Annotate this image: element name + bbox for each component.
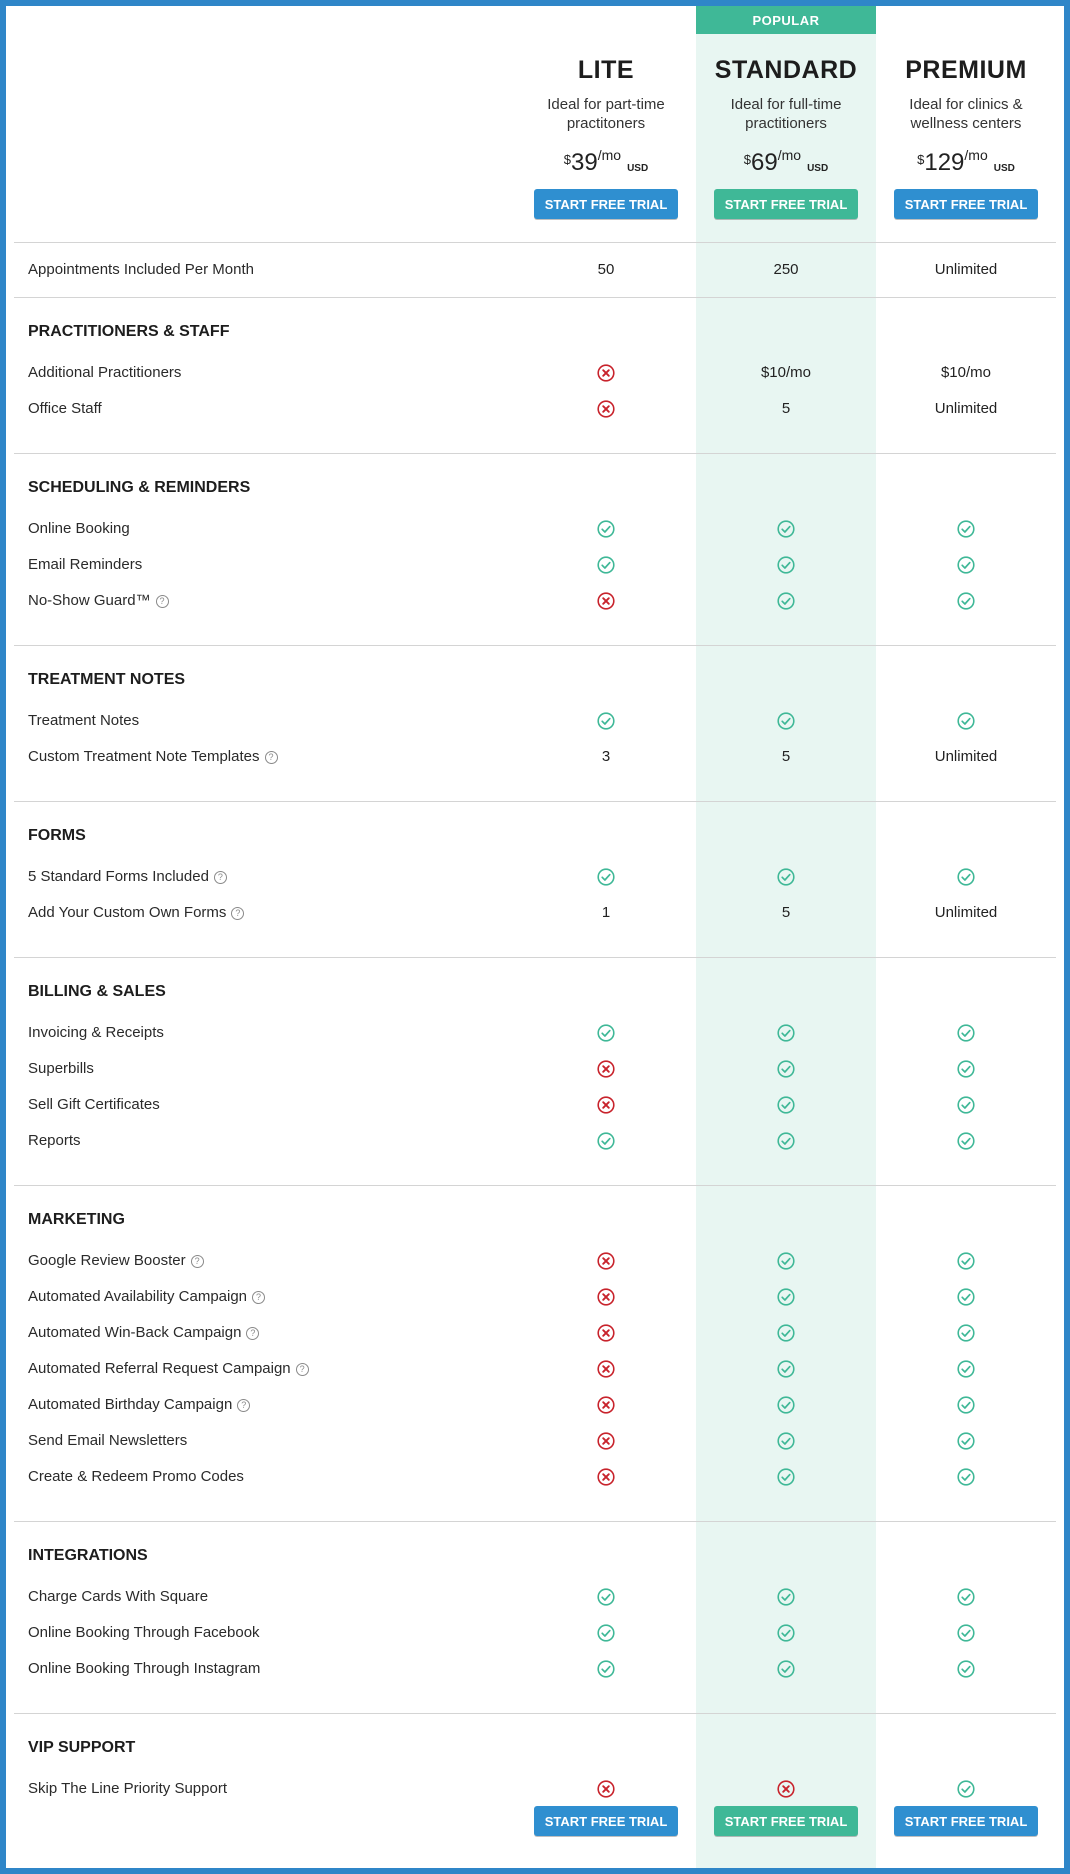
feature-label-text: Office Staff — [28, 400, 102, 417]
feature-value — [516, 1396, 696, 1418]
plan-standard — [696, 56, 876, 219]
cross-icon — [597, 364, 615, 382]
feature-value — [516, 1096, 696, 1118]
feature-label — [28, 712, 139, 729]
cross-icon — [597, 1432, 615, 1450]
help-icon[interactable]: ? — [296, 1363, 309, 1376]
check-icon — [777, 1132, 795, 1150]
check-icon — [597, 1024, 615, 1042]
feature-value — [696, 1468, 876, 1490]
feature-value — [876, 1468, 1056, 1490]
feature-value — [876, 1096, 1056, 1118]
check-icon — [957, 1780, 975, 1798]
cross-icon — [597, 1288, 615, 1306]
feature-value — [696, 868, 876, 890]
check-icon — [957, 1324, 975, 1342]
feature-value — [516, 556, 696, 578]
feature-value — [876, 1288, 1056, 1310]
check-icon — [957, 1360, 975, 1378]
cross-icon — [597, 1468, 615, 1486]
check-icon — [957, 520, 975, 538]
feature-value — [516, 1252, 696, 1274]
feature-value — [696, 1624, 876, 1646]
feature-value — [696, 1396, 876, 1418]
check-icon — [957, 1096, 975, 1114]
feature-label-text: Online Booking — [28, 520, 130, 537]
feature-label — [28, 1096, 160, 1113]
feature-label — [28, 1396, 250, 1413]
start-free-trial-button-premium[interactable]: START FREE TRIAL — [894, 189, 1038, 219]
check-icon — [597, 1132, 615, 1150]
feature-label — [28, 1624, 260, 1641]
feature-value — [876, 556, 1056, 578]
feature-label — [28, 904, 244, 921]
feature-value: Unlimited — [934, 904, 998, 921]
feature-label-text: Additional Practitioners — [28, 364, 182, 381]
feature-value: 250 — [773, 261, 799, 278]
feature-value — [516, 1060, 696, 1082]
check-icon — [777, 1096, 795, 1114]
check-icon — [777, 868, 795, 886]
feature-value — [696, 1132, 876, 1154]
check-icon — [597, 1660, 615, 1678]
feature-value — [696, 1360, 876, 1382]
plan-desc-line: wellness centers — [910, 115, 1022, 132]
plan-price — [516, 147, 696, 183]
price-currency: $ — [917, 152, 925, 167]
feature-label — [28, 1324, 259, 1341]
feature-label — [28, 364, 181, 381]
feature-value — [516, 1780, 696, 1802]
check-icon — [957, 1024, 975, 1042]
feature-value — [876, 592, 1056, 614]
feature-value — [516, 1588, 696, 1610]
price-period: /mo — [964, 147, 988, 163]
feature-value — [516, 1024, 696, 1046]
cross-icon — [597, 1324, 615, 1342]
feature-value — [516, 592, 696, 614]
start-free-trial-button-premium-bottom[interactable]: START FREE TRIAL — [894, 1806, 1038, 1836]
cross-icon — [597, 400, 615, 418]
check-icon — [957, 592, 975, 610]
feature-label-text: No-Show Guard™ — [28, 592, 151, 609]
feature-value — [876, 1396, 1056, 1418]
help-icon[interactable]: ? — [252, 1291, 265, 1304]
feature-label-text: Google Review Booster — [28, 1252, 186, 1269]
price-period: /mo — [777, 147, 802, 163]
feature-label-text: Appointments Included Per Month — [28, 261, 254, 278]
start-free-trial-button-standard-bottom[interactable]: START FREE TRIAL — [714, 1806, 858, 1836]
plan-name: STANDARD — [714, 56, 858, 84]
plan-price — [876, 147, 1056, 183]
feature-label — [28, 261, 254, 278]
help-icon[interactable]: ? — [246, 1327, 259, 1340]
feature-label-text: Automated Availability Campaign — [28, 1288, 248, 1305]
feature-value — [876, 1324, 1056, 1346]
cross-icon — [777, 1780, 795, 1798]
help-icon[interactable]: ? — [237, 1399, 250, 1412]
plan-desc-line: Ideal for clinics & — [909, 96, 1023, 113]
cross-icon — [597, 1780, 615, 1798]
plan-desc-line: Ideal for full-time — [730, 96, 842, 113]
feature-value — [516, 1360, 696, 1382]
section-divider — [14, 957, 1056, 958]
feature-label-text: Treatment Notes — [28, 712, 140, 729]
check-icon — [957, 1624, 975, 1642]
feature-value — [876, 1060, 1056, 1082]
section-title: SCHEDULING & REMINDERS — [28, 479, 251, 496]
help-icon[interactable]: ? — [231, 907, 244, 920]
cross-icon — [597, 1360, 615, 1378]
feature-value — [876, 712, 1056, 734]
feature-label — [28, 1024, 164, 1041]
check-icon — [957, 1660, 975, 1678]
cross-icon — [597, 1060, 615, 1078]
help-icon[interactable]: ? — [191, 1255, 204, 1268]
cross-icon — [597, 1252, 615, 1270]
check-icon — [777, 712, 795, 730]
check-icon — [777, 1432, 795, 1450]
check-icon — [957, 1060, 975, 1078]
feature-label — [28, 1660, 260, 1677]
feature-value — [696, 712, 876, 734]
feature-value — [516, 1624, 696, 1646]
check-icon — [957, 868, 975, 886]
feature-label-text: Automated Referral Request Campaign — [28, 1360, 291, 1377]
feature-label — [28, 592, 169, 609]
feature-value — [876, 1432, 1056, 1454]
check-icon — [957, 556, 975, 574]
feature-value — [696, 1096, 876, 1118]
feature-label-text: Online Booking Through Facebook — [28, 1624, 260, 1641]
feature-label — [28, 1252, 204, 1269]
feature-value — [516, 1432, 696, 1454]
check-icon — [957, 1396, 975, 1414]
section-divider — [14, 801, 1056, 802]
feature-value — [516, 1660, 696, 1682]
check-icon — [777, 520, 795, 538]
price-currency: $ — [743, 152, 752, 167]
feature-label-text: Skip The Line Priority Support — [28, 1780, 227, 1797]
feature-label — [28, 1468, 244, 1485]
feature-value — [696, 592, 876, 614]
section-divider — [14, 297, 1056, 298]
cross-icon — [597, 1396, 615, 1414]
help-icon[interactable]: ? — [214, 871, 227, 884]
feature-value: 5 — [781, 904, 791, 921]
feature-value — [876, 1780, 1056, 1802]
plan-name: LITE — [577, 56, 635, 84]
feature-value — [696, 1060, 876, 1082]
feature-label-text: Reports — [28, 1132, 81, 1149]
plan-lite — [516, 56, 696, 219]
feature-value — [516, 520, 696, 542]
plan-name: PREMIUM — [905, 56, 1027, 84]
check-icon — [777, 1060, 795, 1078]
check-icon — [957, 1432, 975, 1450]
section-title: INTEGRATIONS — [28, 1547, 148, 1564]
start-free-trial-button-lite[interactable]: START FREE TRIAL — [534, 189, 678, 219]
plan-description — [876, 95, 1056, 133]
feature-value — [696, 1324, 876, 1346]
feature-value — [876, 1132, 1056, 1154]
section-title: MARKETING — [28, 1211, 125, 1228]
check-icon — [777, 1660, 795, 1678]
feature-value — [696, 556, 876, 578]
feature-value: $10/mo — [940, 364, 992, 381]
feature-label-text: Online Booking Through Instagram — [28, 1660, 261, 1677]
check-icon — [777, 1360, 795, 1378]
check-icon — [957, 1132, 975, 1150]
check-icon — [597, 520, 615, 538]
popular-badge: POPULAR — [696, 6, 876, 34]
check-icon — [777, 1252, 795, 1270]
section-title: FORMS — [28, 827, 86, 844]
feature-value: 3 — [601, 748, 611, 765]
feature-value: Unlimited — [934, 400, 998, 417]
section-divider — [14, 242, 1056, 243]
feature-value — [876, 1252, 1056, 1274]
check-icon — [957, 1252, 975, 1270]
feature-value — [516, 400, 696, 422]
feature-value: Unlimited — [934, 748, 998, 765]
price-amount: 69 — [751, 149, 778, 176]
feature-label-text: Superbills — [28, 1060, 94, 1077]
check-icon — [957, 712, 975, 730]
feature-value — [696, 1660, 876, 1682]
feature-value: 50 — [597, 261, 615, 278]
feature-value — [516, 712, 696, 734]
price-unit: USD — [993, 163, 1015, 174]
price-unit: USD — [627, 163, 649, 174]
feature-label-text: Sell Gift Certificates — [28, 1096, 160, 1113]
feature-label-text: Automated Birthday Campaign — [28, 1396, 233, 1413]
feature-label-text: Add Your Custom Own Forms — [28, 904, 227, 921]
feature-value — [516, 364, 696, 386]
cross-icon — [597, 1096, 615, 1114]
feature-value — [696, 1288, 876, 1310]
check-icon — [597, 712, 615, 730]
check-icon — [957, 1288, 975, 1306]
section-divider — [14, 1713, 1056, 1714]
price-period: /mo — [597, 147, 622, 163]
feature-value — [876, 1660, 1056, 1682]
feature-label — [28, 1132, 81, 1149]
check-icon — [777, 1324, 795, 1342]
feature-label — [28, 748, 278, 765]
section-title: PRACTITIONERS & STAFF — [28, 323, 230, 340]
plan-desc-line: practitoners — [566, 115, 646, 132]
plan-price — [696, 147, 876, 183]
plan-description — [516, 95, 696, 133]
feature-value — [696, 1432, 876, 1454]
feature-value — [876, 1024, 1056, 1046]
check-icon — [777, 1624, 795, 1642]
feature-label-text: Invoicing & Receipts — [28, 1024, 164, 1041]
check-icon — [777, 1288, 795, 1306]
feature-value — [696, 1588, 876, 1610]
feature-label-text: Create & Redeem Promo Codes — [28, 1468, 244, 1485]
pricing-table — [6, 6, 1064, 1868]
section-divider — [14, 645, 1056, 646]
check-icon — [597, 556, 615, 574]
check-icon — [777, 1588, 795, 1606]
section-divider — [14, 1185, 1056, 1186]
check-icon — [957, 1588, 975, 1606]
feature-value — [516, 1288, 696, 1310]
check-icon — [777, 556, 795, 574]
feature-value — [696, 1252, 876, 1274]
feature-value — [516, 1468, 696, 1490]
section-divider — [14, 453, 1056, 454]
feature-label — [28, 556, 142, 573]
feature-label-text: Automated Win-Back Campaign — [28, 1324, 242, 1341]
feature-label — [28, 520, 130, 537]
check-icon — [777, 1024, 795, 1042]
feature-label — [28, 1780, 227, 1797]
feature-label-text: Custom Treatment Note Templates — [28, 748, 260, 765]
feature-value: 5 — [781, 748, 791, 765]
feature-label — [28, 1360, 309, 1377]
section-title: TREATMENT NOTES — [28, 671, 186, 688]
feature-label — [28, 1588, 208, 1605]
feature-label — [28, 1060, 94, 1077]
start-free-trial-button-lite-bottom[interactable]: START FREE TRIAL — [534, 1806, 678, 1836]
check-icon — [777, 1468, 795, 1486]
feature-value — [696, 1024, 876, 1046]
feature-label — [28, 1288, 265, 1305]
feature-value: 1 — [601, 904, 611, 921]
feature-value — [516, 1324, 696, 1346]
feature-value — [516, 868, 696, 890]
section-divider — [14, 1521, 1056, 1522]
check-icon — [597, 1624, 615, 1642]
feature-label — [28, 400, 102, 417]
start-free-trial-button-standard[interactable]: START FREE TRIAL — [714, 189, 858, 219]
plan-desc-line: practitioners — [745, 115, 827, 132]
feature-value — [876, 868, 1056, 890]
cross-icon — [597, 592, 615, 610]
feature-label-text: 5 Standard Forms Included — [28, 868, 209, 885]
price-unit: USD — [807, 163, 829, 174]
feature-value — [696, 1780, 876, 1802]
feature-value: Unlimited — [934, 261, 998, 278]
feature-label — [28, 1432, 187, 1449]
price-amount: 39 — [571, 149, 598, 176]
feature-value — [876, 1360, 1056, 1382]
section-title: VIP SUPPORT — [28, 1739, 136, 1756]
feature-label-text: Charge Cards With Square — [28, 1588, 209, 1605]
check-icon — [597, 1588, 615, 1606]
feature-value — [876, 520, 1056, 542]
feature-value: 5 — [781, 400, 791, 417]
plan-premium — [876, 56, 1056, 219]
check-icon — [957, 1468, 975, 1486]
check-icon — [777, 592, 795, 610]
feature-value — [696, 520, 876, 542]
check-icon — [777, 1396, 795, 1414]
check-icon — [597, 868, 615, 886]
section-title: BILLING & SALES — [28, 983, 166, 1000]
plan-description — [696, 95, 876, 133]
feature-value — [876, 1588, 1056, 1610]
price-amount: 129 — [924, 149, 965, 176]
feature-value: $10/mo — [760, 364, 812, 381]
feature-label — [28, 868, 227, 885]
plan-desc-line: Ideal for part-time — [547, 96, 665, 113]
feature-value — [876, 1624, 1056, 1646]
feature-label-text: Send Email Newsletters — [28, 1432, 188, 1449]
feature-label-text: Email Reminders — [28, 556, 143, 573]
help-icon[interactable]: ? — [265, 751, 278, 764]
price-currency: $ — [563, 152, 572, 167]
help-icon[interactable]: ? — [156, 595, 169, 608]
feature-value — [516, 1132, 696, 1154]
